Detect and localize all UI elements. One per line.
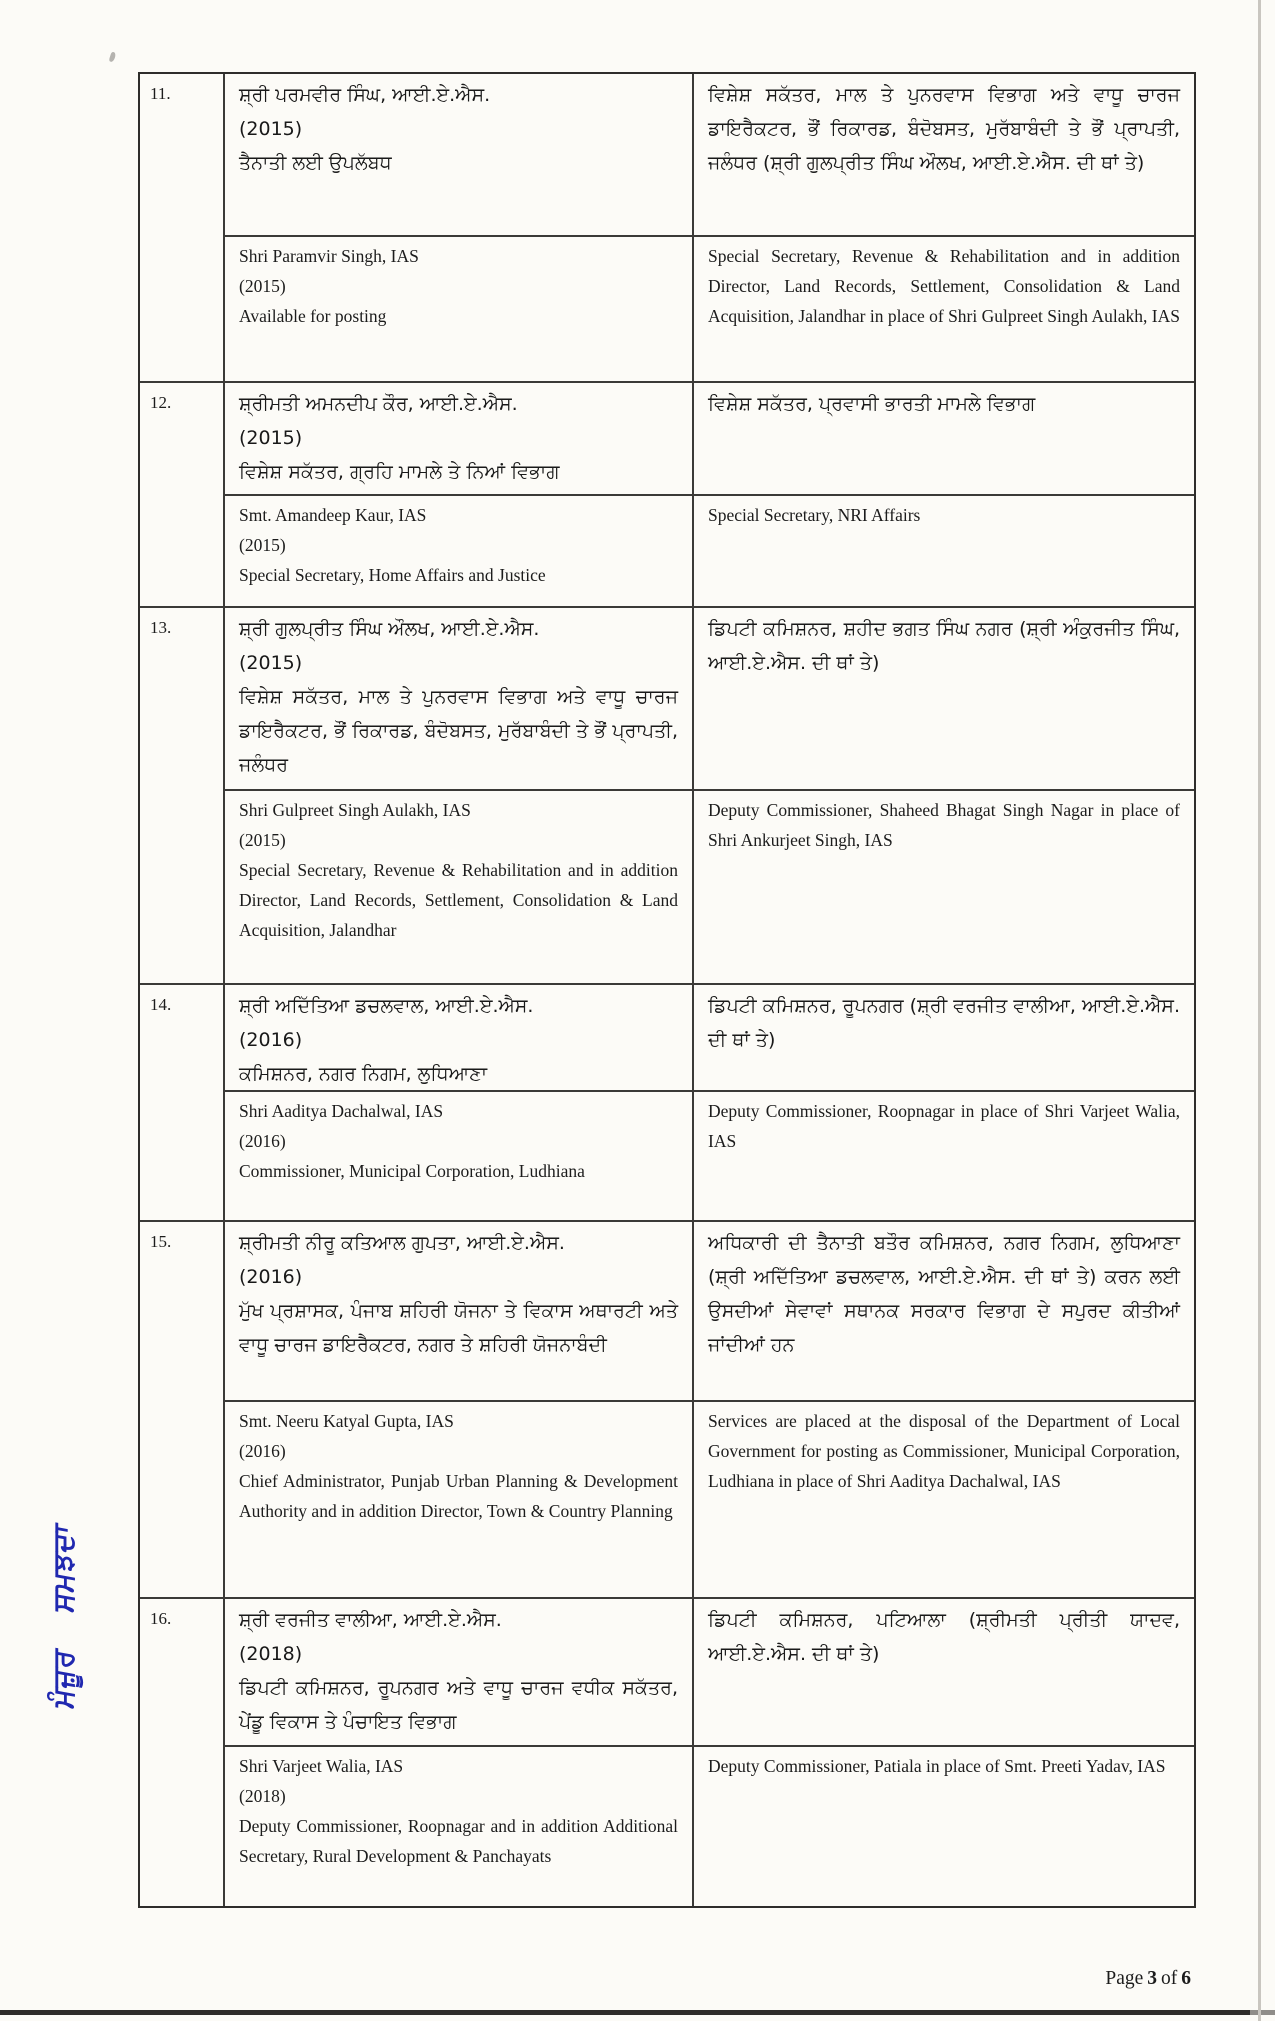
officer-name-en: Shri Paramvir Singh, IAS <box>239 246 419 266</box>
punjabi-officer-cell <box>225 383 692 496</box>
new-posting-en: Services are placed at the disposal of the Department of Local Government for posting as Commissioner, Municipal Corporation, Ludhiana in place of Shri Aaditya Dachalwal, IAS <box>708 1410 1180 1491</box>
new-posting-pa: ਡਿਪਟੀ ਕਮਿਸ਼ਨਰ, ਪਟਿਆਲਾ (ਸ਼੍ਰੀਮਤੀ ਪ੍ਰੀਤੀ ਯਾਦਵ, ਆਈ.ਏ.ਐਸ. ਦੀ ਥਾਂ ਤੇ) <box>708 1608 1180 1665</box>
new-posting-en: Special Secretary, Revenue & Rehabilitation and in addition Director, Land Records, Settlement, Consolidation & Land Acquisition, Jalandhar in place of Shri Gulpreet Singh Aulakh, IAS <box>708 246 1180 326</box>
english-posting-cell <box>692 496 1194 606</box>
row-content <box>225 608 1194 983</box>
current-post-en: Chief Administrator, Punjab Urban Planning & Development Authority and in addition Director, Town & Country Planning <box>239 1470 678 1521</box>
current-post-pa: ਤੈਨਾਤੀ ਲਈ ਉਪਲੱਬਧ <box>239 152 392 174</box>
officer-name-pa: ਸ਼੍ਰੀ ਗੁਲਪ੍ਰੀਤ ਸਿੰਘ ਔਲਖ, ਆਈ.ਏ.ਐਸ. <box>239 617 540 640</box>
new-posting-en: Deputy Commissioner, Shaheed Bhagat Singh Nagar in place of Shri Ankurjeet Singh, IAS <box>708 799 1180 850</box>
current-post-en: Special Secretary, Revenue & Rehabilitation and in addition Director, Land Records, Settlement, Consolidation & Land Acquisition, Jalandhar <box>239 859 678 940</box>
officer-name-en: Shri Aaditya Dachalwal, IAS <box>239 1101 444 1122</box>
batch-year-pa: (2016) <box>239 1265 303 1288</box>
table-row-16 <box>140 1597 1194 1906</box>
officer-name-en: Smt. Amandeep Kaur, IAS <box>239 505 427 526</box>
handwritten-docket-note <box>46 1468 120 1711</box>
new-posting-en: Deputy Commissioner, Patiala in place of Smt. Preeti Yadav, IAS <box>708 1755 1166 1776</box>
batch-year-pa: (2016) <box>239 1029 303 1052</box>
punjabi-officer-cell <box>225 608 692 791</box>
scan-edge-bottom-light <box>1250 2010 1275 2015</box>
officer-name-pa: ਸ਼੍ਰੀ ਪਰਮਵੀਰ ਸਿੰਘ, ਆਈ.ਏ.ਐਸ. <box>239 84 491 106</box>
english-posting-cell <box>692 1092 1194 1219</box>
english-posting-cell <box>692 791 1194 983</box>
handwritten-word: ਮੰਜ਼ੂਰ <box>46 1645 80 1711</box>
serial-number: 12. <box>140 383 225 606</box>
serial-number: 11. <box>140 74 225 381</box>
current-post-en: Deputy Commissioner, Roopnagar and in addition Additional Secretary, Rural Development & Panchayats <box>239 1815 678 1866</box>
row-content <box>225 74 1194 381</box>
page-label: Page <box>1105 1968 1144 1989</box>
serial-number: 15. <box>140 1222 225 1597</box>
batch-year-pa: (2015) <box>239 427 303 450</box>
english-officer-cell <box>225 496 692 606</box>
punjabi-posting-cell <box>692 1222 1194 1402</box>
serial-number: 13. <box>140 608 225 983</box>
scan-speck <box>109 51 117 62</box>
new-posting-en: Special Secretary, NRI Affairs <box>708 505 921 526</box>
punjabi-posting-cell <box>692 383 1194 496</box>
page-number: 3 <box>1147 1968 1157 1989</box>
scan-edge-bottom <box>0 2010 1250 2015</box>
batch-year-en: (2016) <box>239 1440 286 1461</box>
current-post-pa: ਕਮਿਸ਼ਨਰ, ਨਗਰ ਨਿਗਮ, ਲੁਧਿਆਣਾ <box>239 1063 488 1086</box>
officer-name-pa: ਸ਼੍ਰੀ ਵਰਜੀਤ ਵਾਲੀਆ, ਆਈ.ਏ.ਐਸ. <box>239 1608 502 1631</box>
current-post-pa: ਡਿਪਟੀ ਕਮਿਸ਼ਨਰ, ਰੂਪਨਗਰ ਅਤੇ ਵਾਧੂ ਚਾਰਜ ਵਧੀਕ ਸਕੱਤਰ, ਪੇਂਡੂ ਵਿਕਾਸ ਤੇ ਪੰਚਾਇਤ ਵਿਭਾਗ <box>239 1676 678 1733</box>
english-officer-cell <box>225 237 692 381</box>
officer-name-pa: ਸ਼੍ਰੀਮਤੀ ਨੀਰੂ ਕਤਿਆਲ ਗੁਪਤਾ, ਆਈ.ਏ.ਐਸ. <box>239 1231 565 1254</box>
english-officer-cell <box>225 1402 692 1597</box>
officer-name-pa: ਸ਼੍ਰੀਮਤੀ ਅਮਨਦੀਪ ਕੌਰ, ਆਈ.ਏ.ਐਸ. <box>239 393 518 416</box>
table-row-12 <box>140 381 1194 606</box>
english-posting-cell <box>692 1402 1194 1597</box>
table-row-11 <box>140 74 1194 381</box>
total-pages: 6 <box>1181 1968 1191 1989</box>
officer-name-pa: ਸ਼੍ਰੀ ਅਦਿੱਤਿਆ ਡਚਲਵਾਲ, ਆਈ.ਏ.ਐਸ. <box>239 995 534 1018</box>
punjabi-posting-cell <box>692 608 1194 791</box>
scan-edge-right <box>1258 0 1261 2021</box>
new-posting-pa: ਵਿਸ਼ੇਸ਼ ਸਕੱਤਰ, ਮਾਲ ਤੇ ਪੁਨਰਵਾਸ ਵਿਭਾਗ ਅਤੇ ਵਾਧੂ ਚਾਰਜ ਡਾਇਰੈਕਟਰ, ਭੌਂ ਰਿਕਾਰਡ, ਬੰਦੋਬਸਤ, ਮੁਰੱਬਾਬੰਦੀ ਤੇ ਭੌਂ ਪ੍ਰਾਪਤੀ, ਜਲੰਧਰ (ਸ਼੍ਰੀ ਗੁਲਪ੍ਰੀਤ ਸਿੰਘ ਔਲਖ, ਆਈ.ਏ.ਐਸ. ਦੀ ਥਾਂ ਤੇ) <box>708 84 1180 174</box>
punjabi-officer-cell <box>225 1599 692 1747</box>
english-officer-cell <box>225 1092 692 1219</box>
punjabi-officer-cell <box>225 74 692 237</box>
current-post-en: Available for posting <box>239 306 387 326</box>
row-content <box>225 383 1194 606</box>
new-posting-en: Deputy Commissioner, Roopnagar in place of Shri Varjeet Walia, IAS <box>708 1101 1180 1152</box>
batch-year-pa: (2018) <box>239 1642 303 1665</box>
batch-year-pa: (2015) <box>239 651 303 674</box>
serial-number: 14. <box>140 985 225 1219</box>
english-posting-cell <box>692 237 1194 381</box>
current-post-pa: ਵਿਸ਼ੇਸ਼ ਸਕੱਤਰ, ਗ੍ਰਹਿ ਮਾਮਲੇ ਤੇ ਨਿਆਂ ਵਿਭਾਗ <box>239 461 560 484</box>
handwritten-word: ਸਮਝਦਾ <box>46 1520 80 1615</box>
current-post-en: Commissioner, Municipal Corporation, Ludhiana <box>239 1161 585 1182</box>
punjabi-posting-cell <box>692 74 1194 237</box>
batch-year-en: (2015) <box>239 829 286 850</box>
punjabi-officer-cell <box>225 985 692 1092</box>
row-content <box>225 1222 1194 1597</box>
new-posting-pa: ਡਿਪਟੀ ਕਮਿਸ਼ਨਰ, ਸ਼ਹੀਦ ਭਗਤ ਸਿੰਘ ਨਗਰ (ਸ਼੍ਰੀ ਅੰਕੁਰਜੀਤ ਸਿੰਘ, ਆਈ.ਏ.ਐਸ. ਦੀ ਥਾਂ ਤੇ) <box>708 617 1180 674</box>
batch-year-en: (2018) <box>239 1785 286 1806</box>
current-post-en: Special Secretary, Home Affairs and Justice <box>239 565 546 586</box>
of-label: of <box>1161 1968 1178 1989</box>
transfer-orders-table <box>138 72 1196 1908</box>
new-posting-pa: ਅਧਿਕਾਰੀ ਦੀ ਤੈਨਾਤੀ ਬਤੌਰ ਕਮਿਸ਼ਨਰ, ਨਗਰ ਨਿਗਮ, ਲੁਧਿਆਣਾ (ਸ਼੍ਰੀ ਅਦਿੱਤਿਆ ਡਚਲਵਾਲ, ਆਈ.ਏ.ਐਸ. ਦੀ ਥਾਂ ਤੇ) ਕਰਨ ਲਈ ਉਸਦੀਆਂ ਸੇਵਾਵਾਂ ਸਥਾਨਕ ਸਰਕਾਰ ਵਿਭਾਗ ਦੇ ਸਪੁਰਦ ਕੀਤੀਆਂ ਜਾਂਦੀਆਂ ਹਨ <box>708 1231 1180 1356</box>
punjabi-officer-cell <box>225 1222 692 1402</box>
table-row-13 <box>140 606 1194 983</box>
page-number-footer <box>1103 1968 1193 1990</box>
english-officer-cell <box>225 1747 692 1906</box>
new-posting-pa: ਵਿਸ਼ੇਸ਼ ਸਕੱਤਰ, ਪ੍ਰਵਾਸੀ ਭਾਰਤੀ ਮਾਮਲੇ ਵਿਭਾਗ <box>708 393 1036 416</box>
punjabi-posting-cell <box>692 985 1194 1092</box>
officer-name-en: Shri Gulpreet Singh Aulakh, IAS <box>239 799 471 820</box>
officer-name-en: Smt. Neeru Katyal Gupta, IAS <box>239 1410 454 1431</box>
punjabi-posting-cell <box>692 1599 1194 1747</box>
table-row-15 <box>140 1220 1194 1597</box>
batch-year-pa: (2015) <box>239 118 303 140</box>
english-posting-cell <box>692 1747 1194 1906</box>
table-row-14 <box>140 983 1194 1219</box>
batch-year-en: (2016) <box>239 1131 286 1152</box>
row-content <box>225 1599 1194 1906</box>
new-posting-pa: ਡਿਪਟੀ ਕਮਿਸ਼ਨਰ, ਰੂਪਨਗਰ (ਸ਼੍ਰੀ ਵਰਜੀਤ ਵਾਲੀਆ, ਆਈ.ਏ.ਐਸ. ਦੀ ਥਾਂ ਤੇ) <box>708 995 1180 1052</box>
current-post-pa: ਵਿਸ਼ੇਸ਼ ਸਕੱਤਰ, ਮਾਲ ਤੇ ਪੁਨਰਵਾਸ ਵਿਭਾਗ ਅਤੇ ਵਾਧੂ ਚਾਰਜ ਡਾਇਰੈਕਟਰ, ਭੌਂ ਰਿਕਾਰਡ, ਬੰਦੋਬਸਤ, ਮੁਰੱਬਾਬੰਦੀ ਤੇ ਭੌਂ ਪ੍ਰਾਪਤੀ, ਜਲੰਧਰ <box>239 685 678 776</box>
row-content <box>225 985 1194 1219</box>
batch-year-en: (2015) <box>239 276 286 296</box>
current-post-pa: ਮੁੱਖ ਪ੍ਰਸ਼ਾਸਕ, ਪੰਜਾਬ ਸ਼ਹਿਰੀ ਯੋਜਨਾ ਤੇ ਵਿਕਾਸ ਅਥਾਰਟੀ ਅਤੇ ਵਾਧੂ ਚਾਰਜ ਡਾਇਰੈਕਟਰ, ਨਗਰ ਤੇ ਸ਼ਹਿਰੀ ਯੋਜਨਾਬੰਦੀ <box>239 1299 678 1356</box>
english-officer-cell <box>225 791 692 983</box>
batch-year-en: (2015) <box>239 535 286 556</box>
officer-name-en: Shri Varjeet Walia, IAS <box>239 1755 404 1776</box>
serial-number: 16. <box>140 1599 225 1906</box>
